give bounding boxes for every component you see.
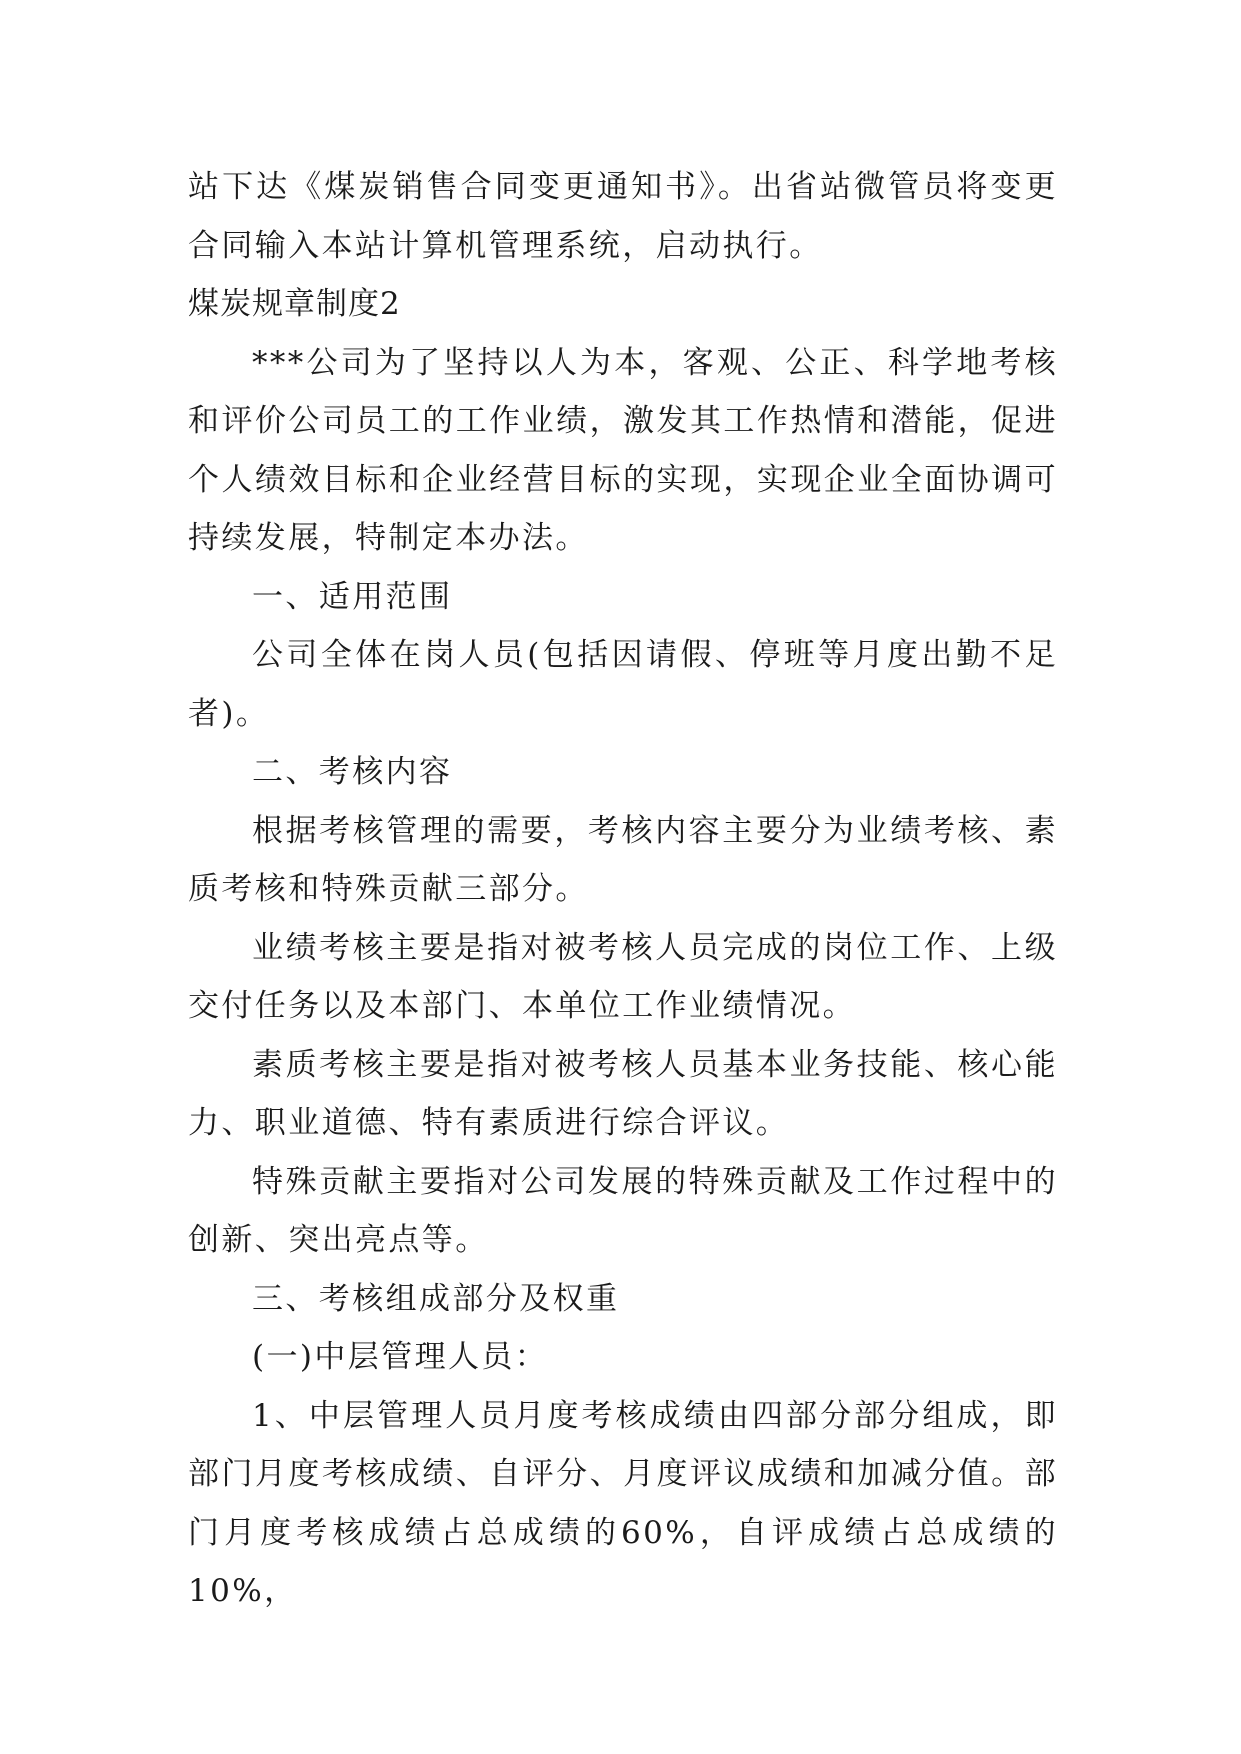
paragraph-scope: 公司全体在岗人员(包括因请假、停班等月度出勤不足者)。	[188, 637, 1058, 732]
heading-scope: 一、适用范围	[252, 578, 453, 615]
paragraph-performance: 业绩考核主要是指对被考核人员完成的岗位工作、上级交付任务以及本部门、本单位工作业绩情况。	[188, 929, 1058, 1024]
section-title: 煤炭规章制度2	[188, 286, 401, 322]
heading-weights: 三、考核组成部分及权重	[252, 1280, 620, 1317]
paragraph-middle-managers: 1、中层管理人员月度考核成绩由四部分部分组成，即部门月度考核成绩、自评分、月度评议成绩和加减分值。部门月度考核成绩占总成绩的60%，自评成绩占总成绩的10%，	[188, 1397, 1058, 1609]
paragraph-continuation: 站下达《煤炭销售合同变更通知书》。出省站微管员将变更合同输入本站计算机管理系统，启动执行。	[188, 169, 1058, 264]
heading-content: 二、考核内容	[252, 754, 453, 790]
document-body	[188, 158, 1058, 1621]
paragraph-contribution: 特殊贡献主要指对公司发展的特殊贡献及工作过程中的创新、突出亮点等。	[188, 1163, 1058, 1258]
subheading-middle-managers: (一)中层管理人员：	[252, 1339, 549, 1375]
paragraph-content: 根据考核管理的需要，考核内容主要分为业绩考核、素质考核和特殊贡献三部分。	[188, 812, 1058, 907]
paragraph-intro: ***公司为了坚持以人为本，客观、公正、科学地考核和评价公司员工的工作业绩，激发其工作热情和潜能，促进个人绩效目标和企业经营目标的实现，实现企业全面协调可持续发展，特制定本办法。	[188, 344, 1058, 556]
paragraph-quality: 素质考核主要是指对被考核人员基本业务技能、核心能力、职业道德、特有素质进行综合评议。	[188, 1046, 1058, 1141]
